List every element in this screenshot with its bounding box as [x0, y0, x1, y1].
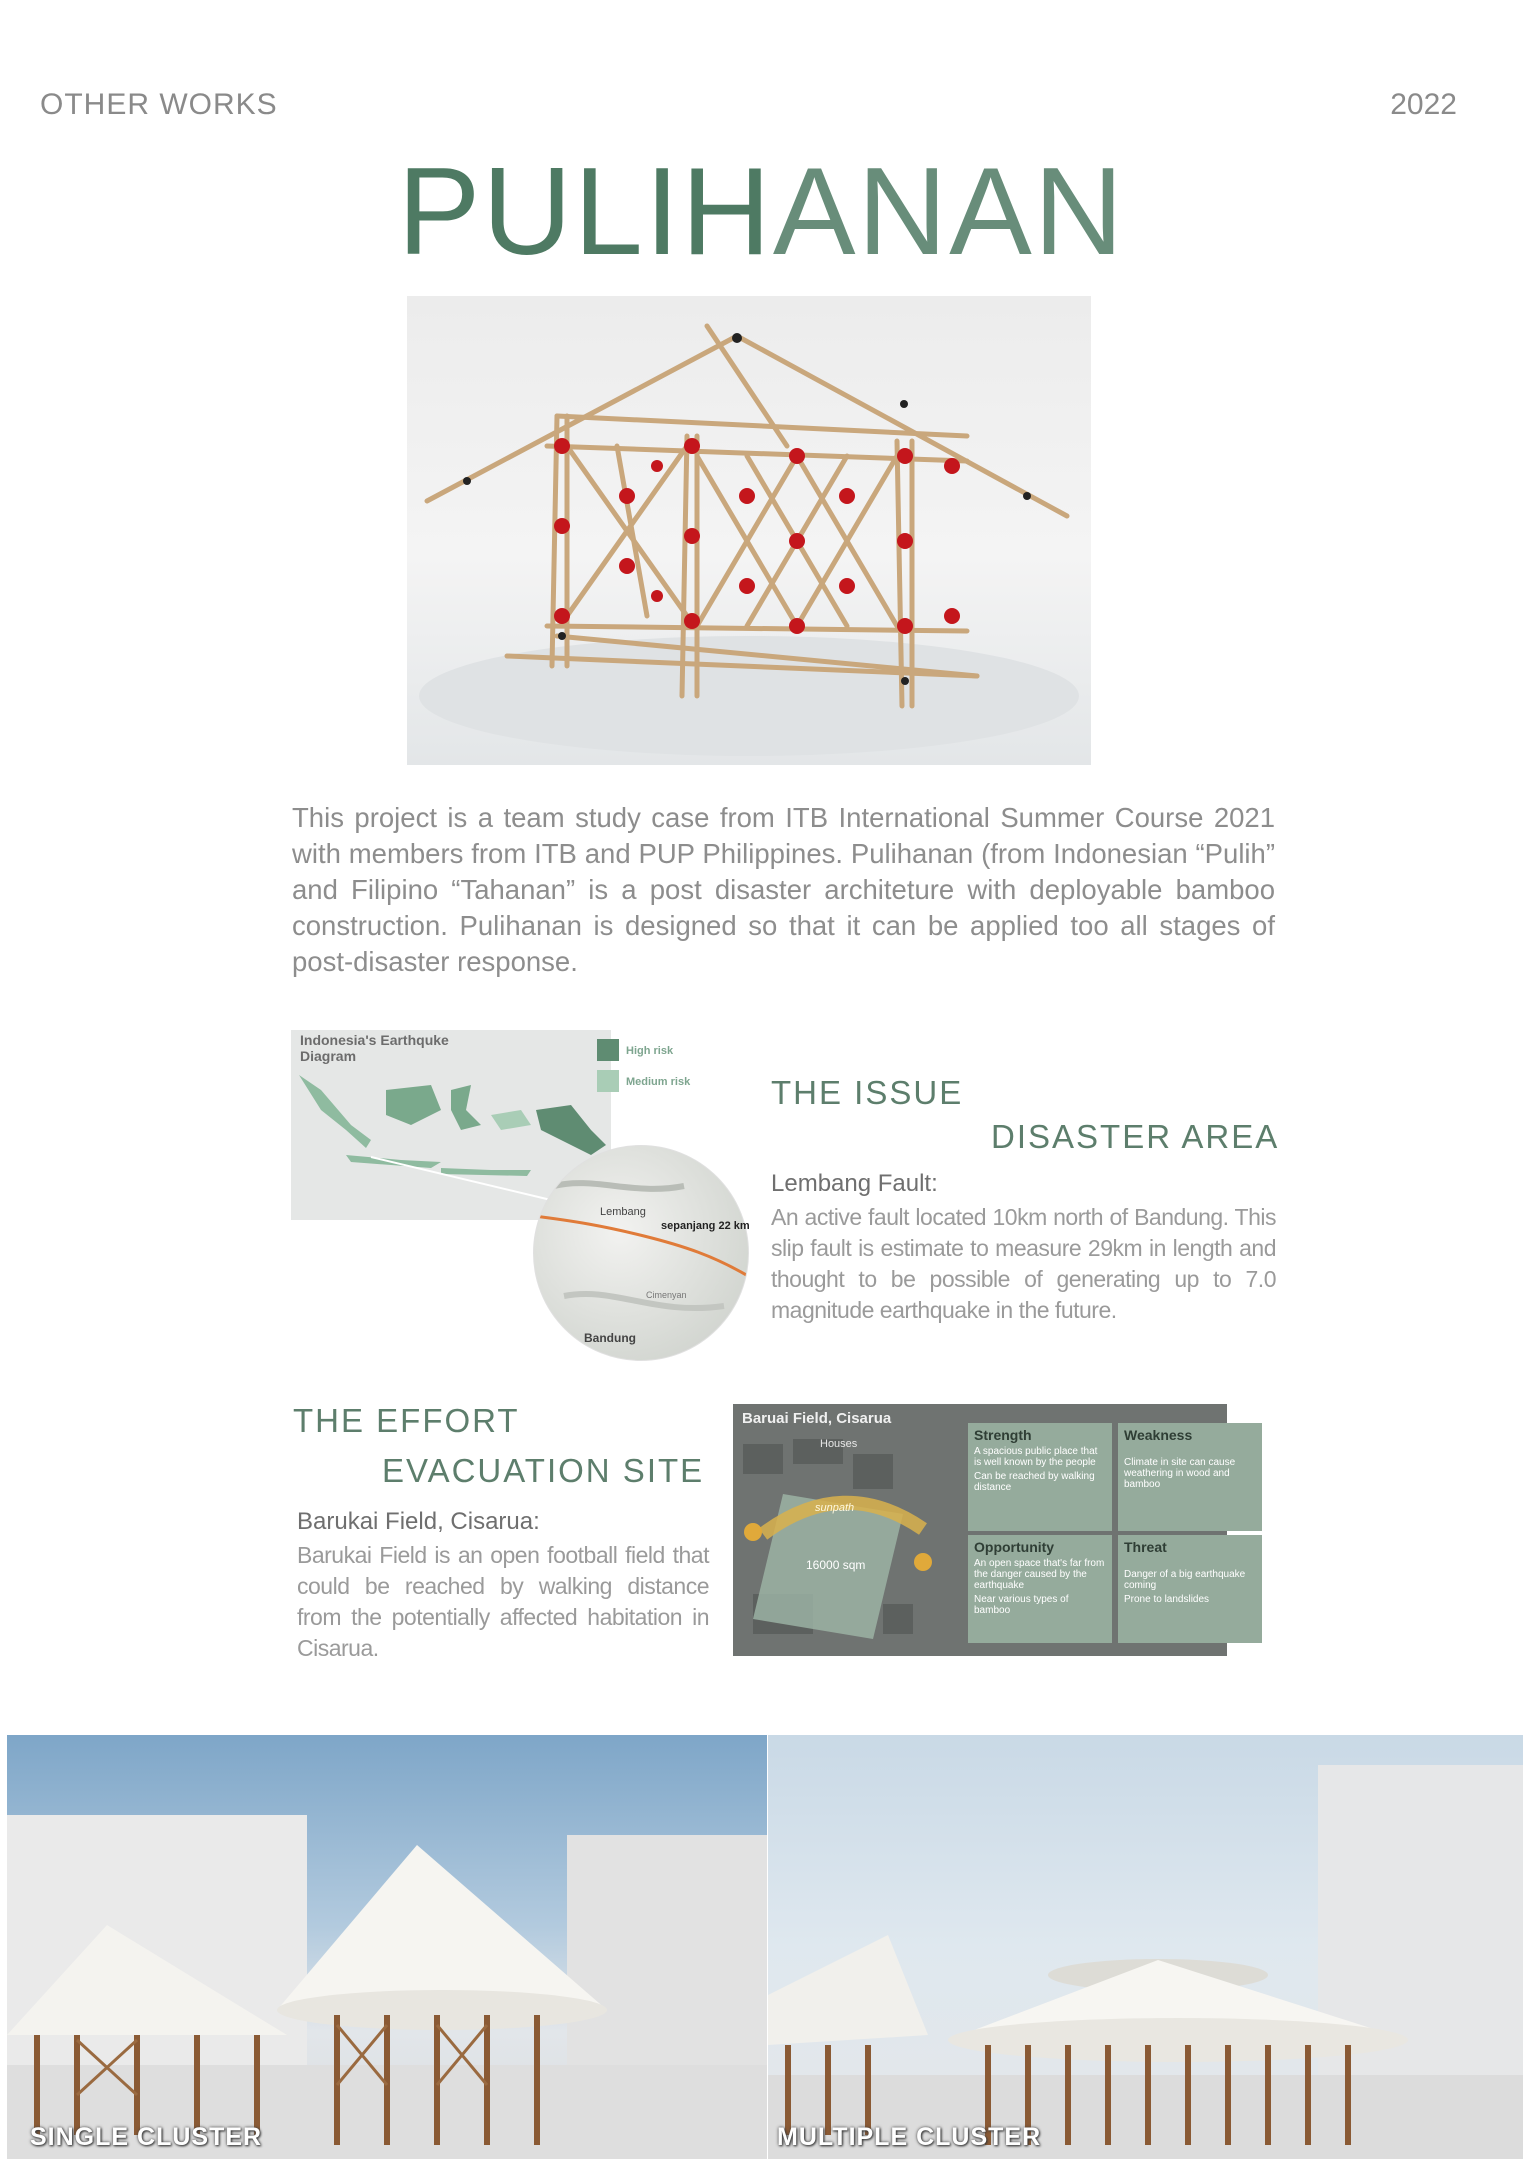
section-label: OTHER WORKS	[40, 88, 278, 121]
swot-threat	[1118, 1535, 1262, 1643]
swot-opportunity-title: Opportunity	[974, 1539, 1055, 1555]
swot-weakness-item: Climate in site can cause weathering in wood and bamboo	[1124, 1457, 1236, 1490]
effort-heading: THE EFFORT	[293, 1402, 520, 1439]
legend-high-risk-swatch	[597, 1039, 619, 1061]
swot-opportunity-item: An open space that's far from the danger caused by the earthquake	[974, 1558, 1105, 1591]
bamboo-model-illustration	[407, 296, 1091, 765]
barukai-field-description: Barukai Field is an open football field that could be reached by walking distance from the potentially affected habitation in Cisarua.	[297, 1542, 709, 1661]
title-bold-part: PULIH	[397, 143, 773, 281]
sunpath-label: sunpath	[815, 1502, 855, 1514]
single-cluster-caption: SINGLE CLUSTER	[30, 2123, 263, 2151]
title-light-part: ANAN	[772, 143, 1126, 281]
swot-threat-item: Danger of a big earthquake coming	[1124, 1569, 1246, 1591]
map-title: Indonesia's Earthquke Diagram	[300, 1032, 449, 1064]
multiple-cluster-illustration	[768, 1735, 1523, 2159]
disaster-area-heading: DISASTER AREA	[991, 1118, 1280, 1155]
multiple-cluster-render	[768, 1735, 1523, 2159]
fault-line-illustration	[534, 1146, 748, 1360]
fault-length-map-label: sepanjang 22 km	[661, 1220, 750, 1232]
swot-strength	[968, 1423, 1112, 1531]
year-label: 2022	[1390, 88, 1457, 121]
swot-strength-item: A spacious public place that is well known by the people	[974, 1446, 1098, 1468]
multiple-cluster-caption: MULTIPLE CLUSTER	[777, 2123, 1042, 2151]
houses-label: Houses	[820, 1438, 858, 1450]
swot-opportunity	[968, 1535, 1112, 1643]
lembang-fault-description: An active fault located 10km north of Bandung. This slip fault is estimate to measure 29km in length and thought to be possible of generating up to 7.0 magnitude earthquake in the future.	[771, 1204, 1276, 1323]
swot-weakness	[1118, 1423, 1262, 1531]
lembang-fault-zoom-map	[533, 1145, 749, 1361]
swot-weakness-title: Weakness	[1124, 1427, 1193, 1443]
site-area-label: 16000 sqm	[806, 1558, 866, 1572]
barukai-field-subtitle: Barukai Field, Cisarua:	[297, 1508, 540, 1535]
swot-threat-title: Threat	[1124, 1539, 1167, 1555]
swot-opportunity-item: Near various types of bamboo	[974, 1594, 1069, 1616]
lembang-map-label: Lembang	[600, 1206, 646, 1218]
legend-medium-risk-label: Medium risk	[626, 1076, 691, 1088]
legend-high-risk-label: High risk	[626, 1045, 674, 1057]
bandung-map-label: Bandung	[584, 1331, 636, 1345]
single-cluster-illustration	[7, 1735, 767, 2159]
legend-medium-risk-swatch	[597, 1070, 619, 1092]
project-description: This project is a team study case from ITB International Summer Course 2021 with members from ITB and PUP Philippines. Pulihanan (from Indonesian “Pulih” and Filipino “Tahanan” is a post disaster architeture with deployable bamboo construction. Pulihanan is designed so that it can be applied too all stages of post-disaster response.	[292, 802, 1275, 977]
swot-threat-item: Prone to landslides	[1124, 1594, 1210, 1605]
bamboo-model-photo	[407, 296, 1091, 765]
lembang-fault-subtitle: Lembang Fault:	[771, 1170, 938, 1197]
single-cluster-render	[7, 1735, 767, 2159]
project-title	[0, 143, 1523, 281]
issue-heading: THE ISSUE	[771, 1074, 964, 1111]
swot-strength-title: Strength	[974, 1427, 1032, 1443]
site-title: Baruai Field, Cisarua	[742, 1410, 892, 1427]
swot-strength-item: Can be reached by walking distance	[974, 1471, 1095, 1493]
cimenyan-map-label: Cimenyan	[646, 1290, 687, 1300]
evacuation-site-heading: EVACUATION SITE	[382, 1452, 705, 1489]
